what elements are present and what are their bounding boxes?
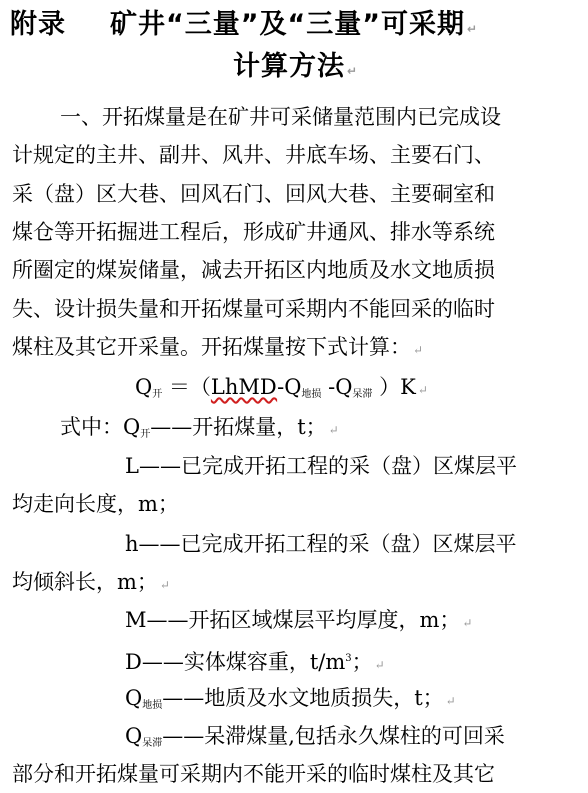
definition-Q-dizhi: $Q_{地损}——$地质及水文地质损失，t； ↵: [125, 686, 456, 711]
title-text: 矿井“三量”及“三量”可采期: [110, 9, 465, 40]
appendix-label: 附录: [10, 9, 66, 40]
definition-h: h——已完成开拓工程的采（盘）区煤层平: [125, 532, 517, 556]
definition-M: M——开拓区域煤层平均厚度，m； ↵: [125, 608, 473, 632]
body-line: 计规定的主井、副井、风井、井底车场、主要石门、: [12, 143, 495, 167]
paragraph-mark-icon: ↵: [159, 578, 170, 592]
definition-L: L——已完成开拓工程的采（盘）区煤层平: [125, 454, 517, 478]
body-line: 煤仓等开拓掘进工程后，形成矿井通风、排水等系统: [12, 220, 495, 244]
definition-L-cont: 均走向长度，m；: [12, 492, 179, 516]
paragraph-mark-icon: ↵: [413, 343, 424, 357]
formula: $Q_开$ $=(LhMD-Q_{地损}$ $-Q_{呆滞}$ ）K ↵: [135, 375, 428, 400]
body-line: 所圈定的煤炭储量，减去开拓区内地质及水文地质损: [12, 258, 495, 282]
definition-Q-daizhi-cont: 部分和开拓煤量可采期内不能开采的临时煤柱及其它: [12, 762, 495, 786]
body-line: 采（盘）区大巷、回风石门、回风大巷、主要硐室和: [12, 182, 495, 206]
definition-D: D——实体煤容重，$t/m^3$； ↵: [125, 650, 385, 674]
paragraph-mark-icon: ↵: [374, 658, 385, 672]
definition-Q-daizhi: $Q_{呆滞}——$呆滞煤量,包括永久煤柱的可回采: [125, 724, 505, 749]
body-line: 煤柱及其它开采量。开拓煤量按下式计算： ↵: [12, 335, 424, 359]
paragraph-mark-icon: ↵: [417, 383, 428, 397]
paragraph-mark-icon: ↵: [347, 64, 359, 78]
paragraph-mark-icon: ↵: [466, 22, 479, 36]
page-title-line1: [10, 2, 478, 41]
where-line: 式中：$Q_开——$开拓煤量，t； ↵: [60, 415, 339, 440]
paragraph-mark-icon: ↵: [445, 694, 456, 708]
body-line: 失、设计损失量和开拓煤量可采期内不能回采的临时: [12, 297, 495, 321]
page-title-line2: 计算方法 ↵: [233, 51, 359, 82]
body-line: 一、开拓煤量是在矿井可采储量范围内已完成设: [60, 105, 501, 129]
paragraph-mark-icon: ↵: [328, 423, 339, 437]
definition-h-cont: 均倾斜长，m； ↵: [12, 570, 170, 594]
paragraph-mark-icon: ↵: [462, 616, 473, 630]
